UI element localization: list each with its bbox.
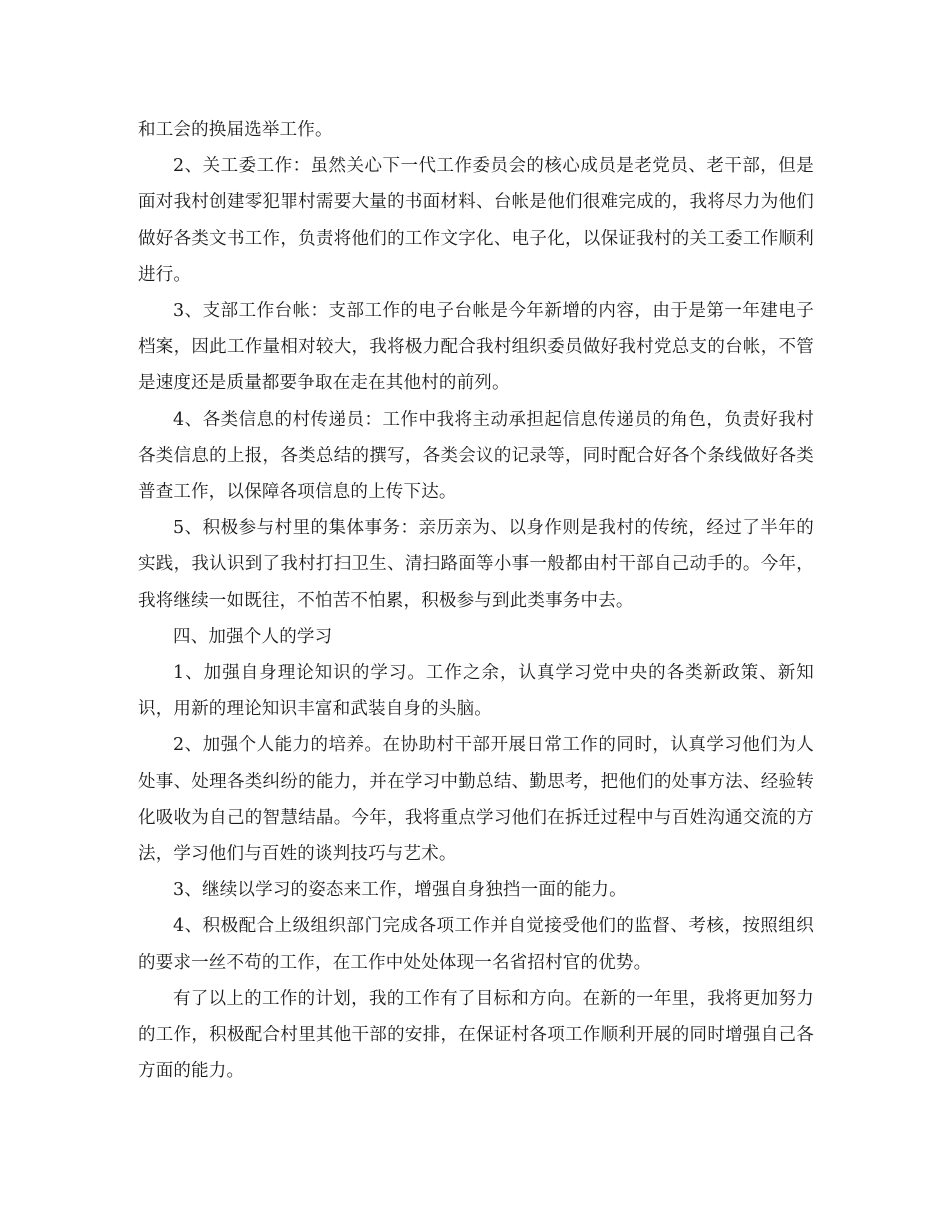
paragraph-11: 有了以上的工作的计划，我的工作有了目标和方向。在新的一年里，我将更加努力的工作，积极配合村里其他干部的安排，在保证村各项工作顺利开展的同时增强自己各方面的能力。 — [138, 988, 814, 1082]
paragraph-2: 2、关工委工作：虽然关心下一代工作委员会的核心成员是老党员、老干部，但是面对我村创建零犯罪村需要大量的书面材料、台帐是他们很难完成的，我将尽力为他们做好各类文书工作，负责将他们的工作文字化、电子化，以保证我村的关工委工作顺利进行。 — [138, 156, 814, 285]
paragraph-8: 2、加强个人能力的培养。在协助村干部开展日常工作的同时，认真学习他们为人处事、处理各类纠纷的能力，并在学习中勤总结、勤思考，把他们的处事方法、经验转化吸收为自己的智慧结晶。今年，我将重点学习他们在拆迁过程中与百姓沟通交流的方法，学习他们与百姓的谈判技巧与艺术。 — [138, 735, 814, 865]
paragraph-4: 4、各类信息的村传递员：工作中我将主动承担起信息传递员的角色，负责好我村各类信息的上报，各类总结的撰写，各类会议的记录等，同时配合好各个条线做好各类普查工作，以保障各项信息的上传下达。 — [138, 409, 814, 503]
paragraph-5: 5、积极参与村里的集体事务：亲历亲为、以身作则是我村的传统，经过了半年的实践，我认识到了我村打扫卫生、清扫路面等小事一般都由村干部自己动手的。今年，我将继续一如既往，不怕苦不怕累，积极参与到此类事务中去。 — [138, 518, 814, 611]
paragraph-7: 1、加强自身理论知识的学习。工作之余，认真学习党中央的各类新政策、新知识，用新的理论知识丰富和武装自身的头脑。 — [138, 663, 814, 720]
paragraph-1: 和工会的换届选举工作。 — [138, 120, 333, 140]
section-heading: 四、加强个人的学习 — [173, 626, 333, 647]
document-page — [138, 112, 814, 1089]
paragraph-3: 3、支部工作台帐：支部工作的电子台帐是今年新增的内容，由于是第一年建电子档案，因此工作量相对较大，我将极力配合我村组织委员做好我村党总支的台帐，不管是速度还是质量都要争取在走在其他村的前列。 — [138, 301, 814, 394]
paragraph-9: 3、继续以学习的姿态来工作，增强自身独挡一面的能力。 — [173, 880, 627, 901]
paragraph-10: 4、积极配合上级组织部门完成各项工作并自觉接受他们的监督、考核，按照组织的要求一丝不苟的工作，在工作中处处体现一名省招村官的优势。 — [138, 916, 814, 973]
